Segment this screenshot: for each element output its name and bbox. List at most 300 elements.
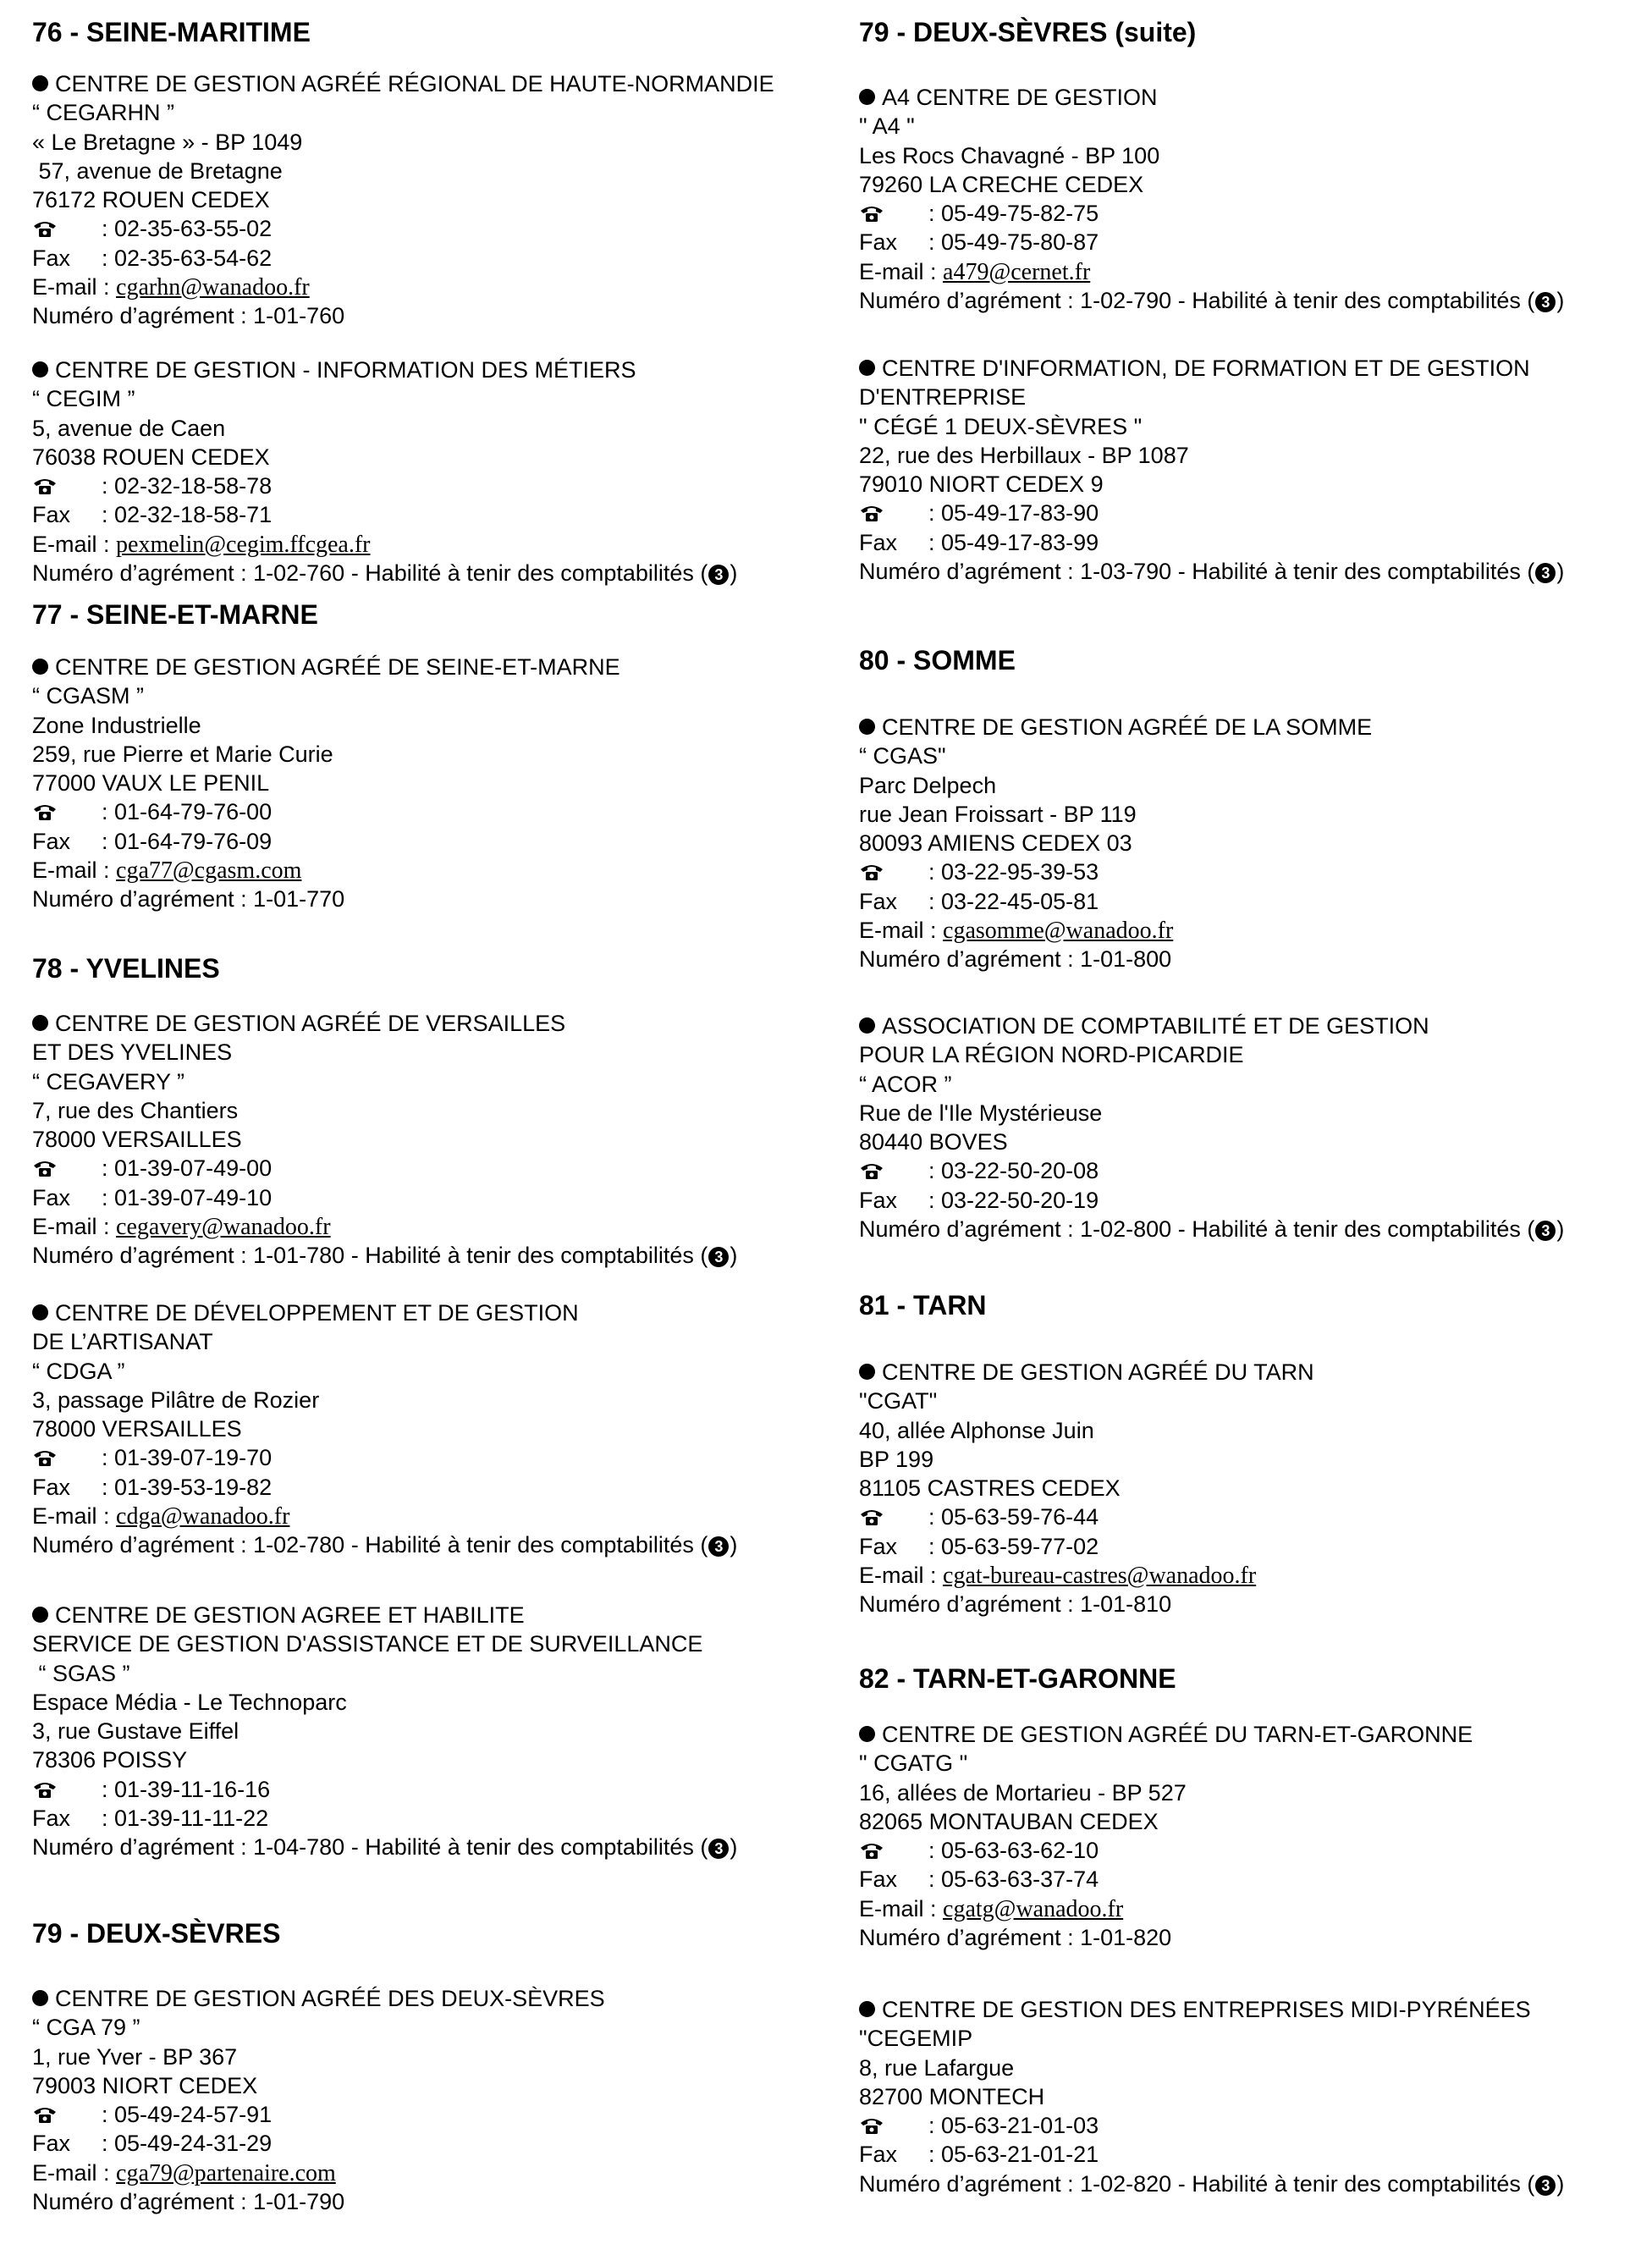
- address-text: SERVICE DE GESTION D'ASSISTANCE ET DE SURVEILLANCE: [32, 1631, 703, 1657]
- fax-value: : 01-39-07-49-10: [102, 1184, 273, 1210]
- fax-value: : 05-49-17-83-99: [928, 529, 1099, 555]
- address-line: [859, 1445, 1314, 1474]
- circled-three-icon: 3: [708, 565, 729, 585]
- close-paren: ): [1556, 2170, 1565, 2197]
- address-text: rue Jean Froissart - BP 119: [859, 801, 1137, 827]
- email-label: E-mail :: [859, 1563, 937, 1589]
- entry-name: [859, 1720, 1473, 1749]
- fax-value: : 01-64-79-76-09: [102, 828, 273, 854]
- entry-name-text: CENTRE DE GESTION - INFORMATION DES MÉTIERS: [55, 357, 636, 383]
- fax-label: Fax: [32, 2131, 71, 2157]
- fax-value: : 01-39-53-19-82: [102, 1474, 273, 1500]
- address-text: ET DES YVELINES: [32, 1039, 233, 1066]
- directory-entry: [32, 356, 737, 587]
- email-link[interactable]: cgat-bureau-castres@wanadoo.fr: [943, 1563, 1257, 1590]
- entry-name-text: ASSOCIATION DE COMPTABILITÉ ET DE GESTION: [882, 1013, 1429, 1039]
- address-text: “ ACOR ”: [859, 1071, 952, 1097]
- directory-entry: [859, 354, 1564, 586]
- address-text: 81105 CASTRES CEDEX: [859, 1475, 1121, 1502]
- phone-value: : 02-32-18-58-78: [102, 473, 273, 499]
- address-line: [32, 414, 737, 443]
- fax-label: Fax: [859, 888, 898, 914]
- phone-line: [859, 1156, 1564, 1185]
- address-text: 77000 VAUX LE PENIL: [32, 770, 270, 797]
- phone-value: : 03-22-50-20-08: [928, 1158, 1099, 1184]
- address-line: [859, 771, 1372, 800]
- approval-text: Numéro d’agrément : 1-04-780 - Habilité à tenir des comptabilités (: [32, 1834, 708, 1861]
- approval-number: [859, 1923, 1473, 1952]
- fax-line: [32, 1804, 737, 1833]
- address-text: 57, avenue de Bretagne: [32, 157, 283, 184]
- phone-line: [859, 199, 1564, 228]
- telephone-icon: [859, 863, 886, 881]
- telephone-icon: [32, 802, 59, 821]
- email-label: E-mail :: [32, 1214, 110, 1240]
- email-link[interactable]: cegavery@wanadoo.fr: [116, 1214, 331, 1241]
- address-text: 79003 NIORT CEDEX: [32, 2072, 258, 2098]
- email-line: [859, 916, 1372, 945]
- approval-number: [32, 301, 774, 330]
- address-text: Les Rocs Chavagné - BP 100: [859, 142, 1160, 168]
- email-label: E-mail :: [32, 531, 110, 557]
- address-line: [859, 383, 1564, 411]
- phone-value: : 05-63-63-62-10: [928, 1838, 1099, 1864]
- address-line: [859, 470, 1564, 499]
- fax-line: [32, 2129, 605, 2158]
- address-text: 3, passage Pilâtre de Rozier: [32, 1387, 320, 1413]
- fax-label: Fax: [32, 502, 71, 528]
- address-line: [32, 157, 774, 185]
- bullet-icon: [859, 719, 875, 735]
- entry-name: [859, 1358, 1314, 1387]
- bullet-icon: [32, 1607, 48, 1623]
- approval-text: Numéro d’agrément : 1-01-820: [859, 1925, 1172, 1951]
- bullet-icon: [32, 659, 48, 675]
- address-text: 76038 ROUEN CEDEX: [32, 444, 270, 470]
- fax-line: [859, 1532, 1314, 1561]
- address-text: “ CGASM ”: [32, 683, 144, 709]
- approval-text: Numéro d’agrément : 1-01-780 - Habilité à tenir des comptabilités (: [32, 1243, 708, 1269]
- address-text: “ CEGARHN ”: [32, 100, 174, 126]
- address-text: Rue de l'Ile Mystérieuse: [859, 1100, 1103, 1126]
- approval-text: Numéro d’agrément : 1-02-790 - Habilité à tenir des comptabilités (: [859, 288, 1535, 314]
- circled-three-icon: 3: [708, 1247, 729, 1267]
- address-line: [32, 1688, 737, 1717]
- directory-entry: [859, 1720, 1473, 1952]
- entry-name-text: CENTRE DE GESTION AGRÉÉ DU TARN: [882, 1359, 1314, 1385]
- approval-text: Numéro d’agrément : 1-03-790 - Habilité à tenir des comptabilités (: [859, 559, 1535, 585]
- telephone-icon: [859, 204, 886, 223]
- address-line: [859, 2054, 1564, 2082]
- bullet-icon: [32, 75, 48, 91]
- telephone-icon: [32, 477, 59, 495]
- email-line: [859, 1561, 1314, 1590]
- address-line: [859, 1749, 1473, 1778]
- phone-line: [32, 1154, 737, 1183]
- fax-value: : 05-63-21-01-21: [928, 2142, 1099, 2168]
- phone-line: [859, 2111, 1564, 2140]
- telephone-icon: [859, 1161, 886, 1180]
- close-paren: ): [730, 1243, 738, 1269]
- address-text: 79010 NIORT CEDEX 9: [859, 471, 1104, 498]
- address-line: [32, 1745, 737, 1774]
- phone-line: [859, 1836, 1473, 1865]
- email-label: E-mail :: [859, 1895, 937, 1921]
- bullet-icon: [859, 2001, 875, 2017]
- phone-line: [32, 1443, 737, 1472]
- entry-name-text: CENTRE DE GESTION AGRÉÉ DE SEINE-ET-MARNE: [55, 654, 620, 680]
- address-text: 259, rue Pierre et Marie Curie: [32, 741, 333, 767]
- telephone-icon: [859, 1508, 886, 1526]
- email-link[interactable]: cgarhn@wanadoo.fr: [116, 274, 310, 301]
- address-text: “ CEGAVERY ”: [32, 1068, 185, 1094]
- entry-name: [32, 1984, 605, 2013]
- fax-line: [859, 228, 1564, 256]
- section-heading: 82 - TARN-ET-GARONNE: [859, 1663, 1176, 1694]
- email-label: E-mail :: [32, 274, 110, 300]
- fax-label: Fax: [859, 2142, 898, 2168]
- phone-line: [32, 471, 737, 500]
- section-heading: 81 - TARN: [859, 1290, 987, 1320]
- entry-name-text: CENTRE DE GESTION AGREE ET HABILITE: [55, 1602, 525, 1628]
- directory-entry: [859, 1995, 1564, 2198]
- email-line: [32, 530, 737, 559]
- approval-number: [32, 559, 737, 587]
- fax-line: [859, 528, 1564, 557]
- approval-number: [859, 1590, 1314, 1618]
- fax-value: : 05-49-75-80-87: [928, 229, 1099, 256]
- address-text: 3, rue Gustave Eiffel: [32, 1718, 240, 1745]
- phone-line: [859, 499, 1564, 527]
- entry-name-text: CENTRE D'INFORMATION, DE FORMATION ET DE GESTION: [882, 356, 1530, 381]
- address-line: [859, 412, 1564, 441]
- address-line: [32, 1386, 737, 1414]
- address-line: [859, 1387, 1314, 1415]
- address-line: [859, 441, 1564, 470]
- entry-name: [859, 713, 1372, 742]
- phone-value: : 03-22-95-39-53: [928, 859, 1099, 885]
- address-text: "CEGEMIP: [859, 2026, 973, 2052]
- address-line: [32, 1067, 737, 1096]
- address-line: [32, 443, 737, 471]
- address-line: [32, 128, 774, 157]
- fax-line: [32, 827, 620, 856]
- approval-number: [32, 1241, 737, 1270]
- address-line: [32, 681, 620, 710]
- address-text: 78000 VERSAILLES: [32, 1127, 242, 1153]
- circled-three-icon: 3: [1535, 2175, 1556, 2196]
- circled-three-icon: 3: [1535, 1221, 1556, 1241]
- circled-three-icon: 3: [708, 1536, 729, 1557]
- phone-value: : 05-49-17-83-90: [928, 500, 1099, 527]
- address-line: [32, 1629, 737, 1658]
- address-text: " CGATG ": [859, 1751, 968, 1777]
- fax-label: Fax: [32, 1184, 71, 1210]
- approval-number: [859, 557, 1564, 586]
- approval-number: [32, 885, 620, 913]
- entry-name: [859, 1995, 1564, 2024]
- address-text: 78000 VERSAILLES: [32, 1416, 242, 1442]
- address-line: [32, 1357, 737, 1386]
- approval-text: Numéro d’agrément : 1-02-780 - Habilité à tenir des comptabilités (: [32, 1532, 708, 1558]
- phone-line: [32, 214, 774, 243]
- address-text: 16, allées de Mortarieu - BP 527: [859, 1779, 1187, 1806]
- address-line: [32, 384, 737, 413]
- address-text: 7, rue des Chantiers: [32, 1097, 239, 1123]
- fax-value: : 05-63-63-37-74: [928, 1866, 1099, 1893]
- entry-name: [859, 83, 1564, 112]
- entry-name-text: A4 CENTRE DE GESTION: [882, 85, 1158, 110]
- address-line: [859, 1099, 1564, 1128]
- fax-label: Fax: [32, 1806, 71, 1832]
- email-label: E-mail :: [32, 857, 110, 884]
- telephone-icon: [32, 2105, 59, 2124]
- email-line: [859, 257, 1564, 286]
- entry-name: [32, 1009, 737, 1038]
- fax-line: [859, 2140, 1564, 2169]
- section-heading: 79 - DEUX-SÈVRES: [32, 1918, 281, 1949]
- email-link[interactable]: pexmelin@cegim.ffcgea.fr: [116, 531, 371, 558]
- approval-text: Numéro d’agrément : 1-02-820 - Habilité à tenir des comptabilités (: [859, 2170, 1535, 2197]
- address-text: « Le Bretagne » - BP 1049: [32, 129, 303, 155]
- address-line: [32, 2043, 605, 2071]
- fax-label: Fax: [859, 1533, 898, 1559]
- address-line: [32, 2013, 605, 2042]
- circled-three-icon: 3: [708, 1839, 729, 1859]
- address-text: 40, allée Alphonse Juin: [859, 1417, 1094, 1443]
- address-line: [32, 769, 620, 797]
- email-link[interactable]: cdga@wanadoo.fr: [116, 1503, 290, 1530]
- address-text: “ CGAS": [859, 743, 946, 769]
- address-line: [32, 711, 620, 740]
- address-line: [32, 1327, 737, 1356]
- address-text: 8, rue Lafargue: [859, 2054, 1015, 2081]
- approval-text: Numéro d’agrément : 1-01-760: [32, 303, 345, 329]
- section-heading: 77 - SEINE-ET-MARNE: [32, 599, 318, 630]
- phone-value: : 05-49-24-57-91: [102, 2102, 273, 2128]
- approval-number: [859, 2170, 1564, 2198]
- email-line: [32, 856, 620, 885]
- email-line: [32, 1212, 737, 1241]
- fax-line: [32, 1183, 737, 1212]
- bullet-icon: [859, 360, 875, 376]
- telephone-icon: [859, 2116, 886, 2135]
- entry-name: [32, 1601, 737, 1629]
- email-label: E-mail :: [859, 918, 937, 944]
- fax-label: Fax: [859, 529, 898, 555]
- address-line: [859, 1474, 1314, 1502]
- directory-entry: [859, 713, 1372, 974]
- telephone-icon: [859, 1841, 886, 1860]
- address-line: [859, 170, 1564, 199]
- circled-three-icon: 3: [1535, 563, 1556, 583]
- entry-name: [32, 356, 737, 384]
- approval-text: Numéro d’agrément : 1-01-790: [32, 2189, 345, 2215]
- bullet-icon: [859, 89, 875, 105]
- address-line: [859, 112, 1564, 141]
- email-link[interactable]: cgasomme@wanadoo.fr: [943, 918, 1174, 945]
- directory-entry: [32, 653, 620, 914]
- approval-number: [859, 286, 1564, 315]
- fax-value: : 02-35-63-54-62: [102, 245, 273, 271]
- email-line: [859, 1894, 1473, 1923]
- address-text: 76172 ROUEN CEDEX: [32, 187, 270, 213]
- fax-label: Fax: [32, 1474, 71, 1500]
- address-line: [859, 829, 1372, 857]
- entry-name: [32, 69, 774, 98]
- phone-value: : 01-39-07-19-70: [102, 1445, 273, 1471]
- section-heading: 80 - SOMME: [859, 645, 1016, 675]
- fax-line: [32, 500, 737, 529]
- address-line: [32, 1414, 737, 1443]
- entry-name: [32, 653, 620, 681]
- telephone-icon: [32, 1448, 59, 1467]
- address-text: Espace Média - Le Technoparc: [32, 1689, 347, 1715]
- address-line: [859, 1416, 1314, 1445]
- entry-name-text: CENTRE DE GESTION DES ENTREPRISES MIDI-PYRÉNÉES: [882, 1997, 1531, 2022]
- address-text: “ CEGIM ”: [32, 386, 135, 412]
- email-label: E-mail :: [32, 2159, 110, 2186]
- bullet-icon: [859, 1726, 875, 1742]
- address-line: [859, 1128, 1564, 1156]
- approval-text: Numéro d’agrément : 1-01-810: [859, 1591, 1172, 1618]
- address-text: 79260 LA CRECHE CEDEX: [859, 171, 1144, 197]
- email-link[interactable]: a479@cernet.fr: [943, 258, 1091, 285]
- section-heading: 78 - YVELINES: [32, 953, 220, 984]
- fax-line: [859, 1865, 1473, 1894]
- address-line: [32, 1659, 737, 1688]
- phone-value: : 05-63-21-01-03: [928, 2113, 1099, 2139]
- phone-value: : 05-63-59-76-44: [928, 1504, 1099, 1530]
- close-paren: ): [730, 1834, 738, 1861]
- phone-value: : 01-39-07-49-00: [102, 1155, 273, 1182]
- fax-label: Fax: [32, 828, 71, 854]
- address-text: 80440 BOVES: [859, 1129, 1008, 1155]
- address-line: [32, 740, 620, 769]
- fax-line: [859, 887, 1372, 916]
- address-text: D'ENTREPRISE: [859, 384, 1027, 411]
- telephone-icon: [32, 1159, 59, 1177]
- email-link[interactable]: cga77@cgasm.com: [116, 857, 302, 885]
- fax-label: Fax: [859, 1866, 898, 1893]
- close-paren: ): [1556, 559, 1565, 585]
- entry-name-text: CENTRE DE GESTION AGRÉÉ DU TARN-ET-GARONNE: [882, 1722, 1473, 1747]
- address-text: 80093 AMIENS CEDEX 03: [859, 830, 1132, 857]
- fax-label: Fax: [859, 229, 898, 256]
- phone-line: [32, 1775, 737, 1804]
- directory-entry: [32, 1601, 737, 1862]
- phone-value: : 01-64-79-76-00: [102, 799, 273, 825]
- address-text: BP 199: [859, 1446, 934, 1472]
- address-line: [859, 800, 1372, 829]
- address-text: POUR LA RÉGION NORD-PICARDIE: [859, 1042, 1244, 1068]
- fax-line: [859, 1186, 1564, 1215]
- directory-entry: [859, 83, 1564, 315]
- fax-label: Fax: [32, 245, 71, 271]
- address-text: 82065 MONTAUBAN CEDEX: [859, 1808, 1159, 1834]
- entry-name-text: CENTRE DE GESTION AGRÉÉ DE LA SOMME: [882, 714, 1373, 740]
- bullet-icon: [32, 1990, 48, 2006]
- bullet-icon: [32, 361, 48, 378]
- directory-entry: [32, 1984, 605, 2216]
- telephone-icon: [32, 219, 59, 238]
- address-text: "CGAT": [859, 1388, 938, 1414]
- address-line: [859, 742, 1372, 770]
- approval-number: [859, 1215, 1564, 1243]
- directory-entry: [32, 1009, 737, 1271]
- fax-value: : 01-39-11-11-22: [102, 1806, 269, 1832]
- address-text: " A4 ": [859, 113, 915, 140]
- address-text: 82700 MONTECH: [859, 2083, 1045, 2109]
- approval-number: [32, 2187, 605, 2216]
- email-label: E-mail :: [32, 1503, 110, 1530]
- address-text: Zone Industrielle: [32, 712, 201, 738]
- directory-entry: [32, 69, 774, 331]
- directory-entry: [32, 1298, 737, 1560]
- bullet-icon: [859, 1364, 875, 1380]
- entry-name-text: CENTRE DE DÉVELOPPEMENT ET DE GESTION: [55, 1300, 579, 1326]
- email-line: [32, 273, 774, 301]
- address-line: [32, 1717, 737, 1745]
- address-text: Parc Delpech: [859, 772, 997, 798]
- address-text: 22, rue des Herbillaux - BP 1087: [859, 442, 1189, 468]
- directory-entry: [859, 1358, 1314, 1619]
- email-line: [32, 1502, 737, 1530]
- approval-text: Numéro d’agrément : 1-01-770: [32, 886, 345, 912]
- address-text: 5, avenue de Caen: [32, 415, 226, 441]
- address-text: “ CDGA ”: [32, 1358, 125, 1384]
- phone-value: : 05-49-75-82-75: [928, 201, 1099, 227]
- email-link[interactable]: cga79@partenaire.com: [116, 2159, 336, 2186]
- phone-value: : 02-35-63-55-02: [102, 216, 273, 242]
- address-line: [859, 1040, 1564, 1069]
- address-line: [859, 1807, 1473, 1836]
- address-line: [859, 1070, 1564, 1099]
- fax-value: : 03-22-50-20-19: [928, 1187, 1099, 1213]
- bullet-icon: [32, 1304, 48, 1320]
- address-text: “ CGA 79 ”: [32, 2015, 140, 2041]
- fax-line: [32, 1473, 737, 1502]
- telephone-icon: [32, 1780, 59, 1799]
- address-line: [859, 2082, 1564, 2111]
- address-text: " CÉGÉ 1 DEUX-SÈVRES ": [859, 413, 1143, 439]
- address-line: [32, 2071, 605, 2100]
- address-line: [859, 1778, 1473, 1807]
- close-paren: ): [1556, 288, 1565, 314]
- fax-value: : 05-63-59-77-02: [928, 1533, 1099, 1559]
- close-paren: ): [730, 560, 738, 587]
- bullet-icon: [32, 1015, 48, 1031]
- approval-number: [32, 1530, 737, 1559]
- bullet-icon: [859, 1017, 875, 1034]
- address-text: DE L’ARTISANAT: [32, 1329, 213, 1355]
- approval-number: [32, 1833, 737, 1861]
- section-heading: 76 - SEINE-MARITIME: [32, 17, 311, 47]
- email-label: E-mail :: [859, 258, 937, 284]
- close-paren: ): [730, 1532, 738, 1558]
- email-link[interactable]: cgatg@wanadoo.fr: [943, 1895, 1124, 1922]
- fax-value: : 05-49-24-31-29: [102, 2131, 273, 2157]
- directory-entry: [859, 1012, 1564, 1243]
- phone-line: [859, 857, 1372, 886]
- fax-value: : 03-22-45-05-81: [928, 888, 1099, 914]
- fax-value: : 02-32-18-58-71: [102, 502, 273, 528]
- entry-name: [859, 354, 1564, 383]
- address-line: [32, 1096, 737, 1125]
- address-text: 78306 POISSY: [32, 1747, 188, 1773]
- approval-text: Numéro d’agrément : 1-02-760 - Habilité à tenir des comptabilités (: [32, 560, 708, 587]
- entry-name-text: CENTRE DE GESTION AGRÉÉ DE VERSAILLES: [55, 1011, 566, 1036]
